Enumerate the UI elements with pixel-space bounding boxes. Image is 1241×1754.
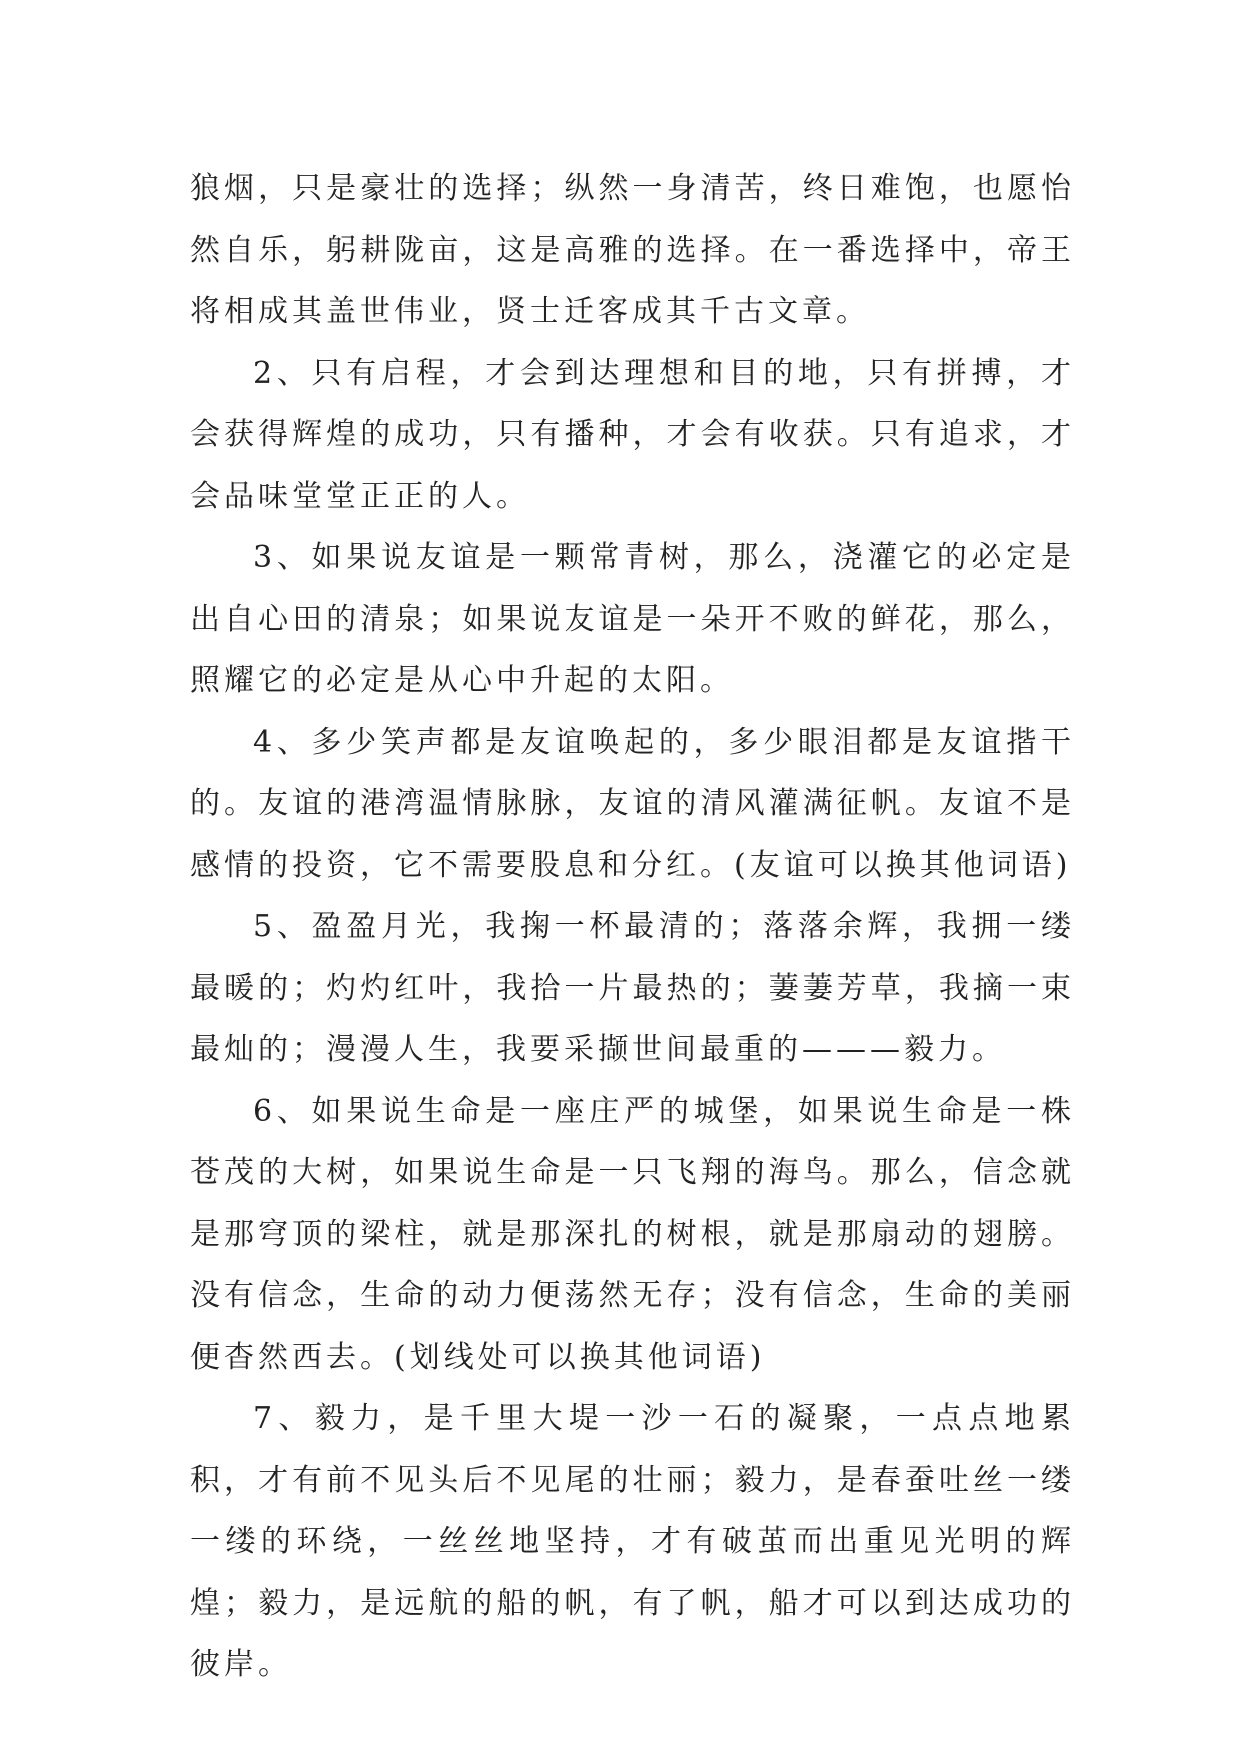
paragraph-4: 4、多少笑声都是友谊唤起的，多少眼泪都是友谊揩干的。友谊的港湾温情脉脉，友谊的清风灌满征帆。友谊不是感情的投资，它不需要股息和分红。(友谊可以换其他词语) — [190, 724, 1075, 883]
paragraph-6: 6、如果说生命是一座庄严的城堡，如果说生命是一株苍茂的大树，如果说生命是一只飞翔的海鸟。那么，信念就是那穹顶的梁柱，就是那深扎的树根，就是那扇动的翅膀。没有信念，生命的动力便荡然无存；没有信念，生命的美丽便杳然西去。(划线处可以换其他词语) — [190, 1093, 1075, 1375]
paragraph-3: 3、如果说友谊是一颗常青树，那么，浇灌它的必定是出自心田的清泉；如果说友谊是一朵开不败的鲜花，那么，照耀它的必定是从心中升起的太阳。 — [190, 540, 1075, 698]
paragraph-2: 2、只有启程，才会到达理想和目的地，只有拼搏，才会获得辉煌的成功，只有播种，才会有收获。只有追求，才会品味堂堂正正的人。 — [190, 355, 1075, 514]
paragraph-continuation: 狼烟，只是豪壮的选择；纵然一身清苦，终日难饱，也愿怡然自乐，躬耕陇亩，这是高雅的选择。在一番选择中，帝王将相成其盖世伟业，贤士迁客成其千古文章。 — [190, 171, 1075, 329]
document-body — [190, 158, 1075, 1696]
paragraph-5: 5、盈盈月光，我掬一杯最清的；落落余辉，我拥一缕最暖的；灼灼红叶，我拾一片最热的；萋萋芳草，我摘一束最灿的；漫漫人生，我要采撷世间最重的———毅力。 — [190, 909, 1075, 1067]
paragraph-7: 7、毅力，是千里大堤一沙一石的凝聚，一点点地累积，才有前不见头后不见尾的壮丽；毅力，是春蚕吐丝一缕一缕的环绕，一丝丝地坚持，才有破茧而出重见光明的辉煌；毅力，是远航的船的帆，有了帆，船才可以到达成功的彼岸。 — [190, 1401, 1075, 1682]
